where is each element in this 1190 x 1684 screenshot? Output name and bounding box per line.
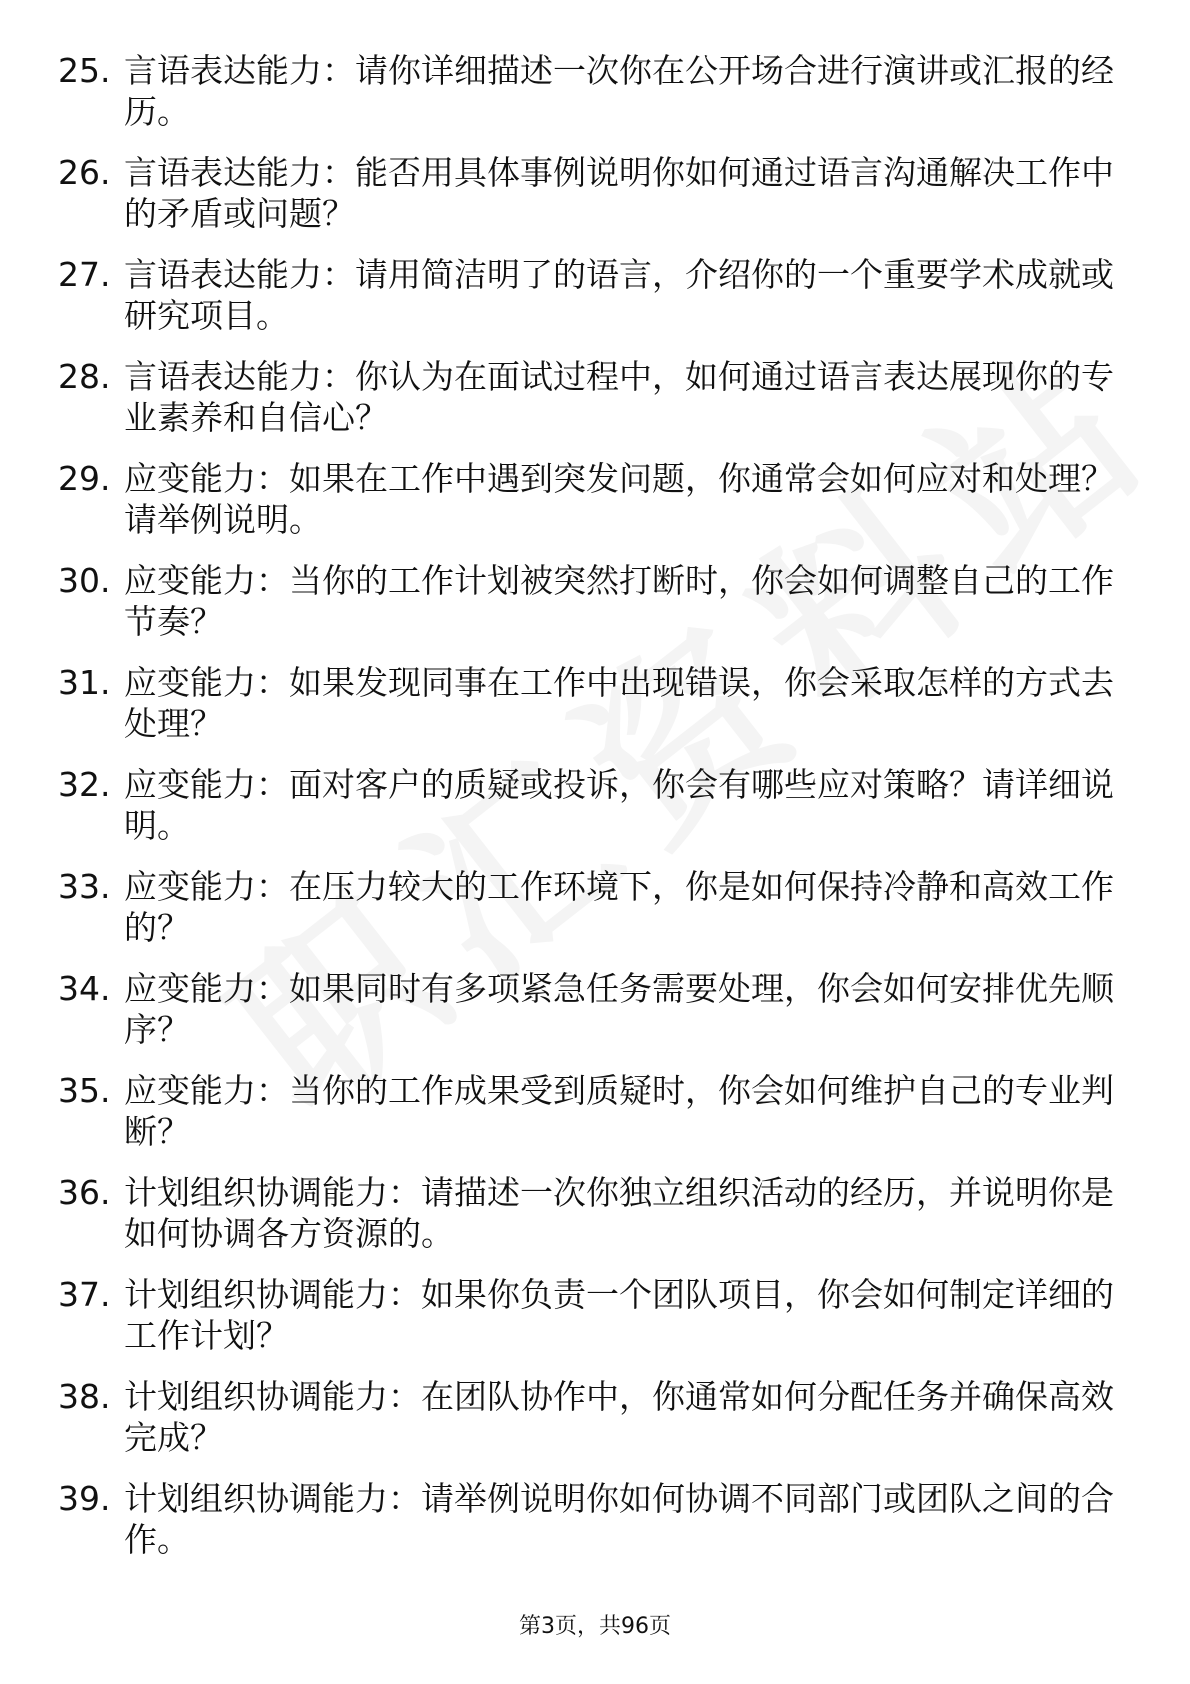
list-item bbox=[58, 866, 1128, 948]
question-text: 应变能力：如果同时有多项紧急任务需要处理，你会如何安排优先顺序？ bbox=[124, 969, 1114, 1049]
question-text: 言语表达能力：请用简洁明了的语言，介绍你的一个重要学术成就或研究项目。 bbox=[124, 255, 1114, 335]
list-item bbox=[58, 152, 1128, 234]
question-number: 32. bbox=[58, 765, 111, 804]
list-item bbox=[58, 1478, 1128, 1560]
page-footer bbox=[0, 1612, 1190, 1642]
question-text: 计划组织协调能力：如果你负责一个团队项目，你会如何制定详细的工作计划？ bbox=[124, 1275, 1114, 1355]
list-item bbox=[58, 1070, 1128, 1152]
list-item bbox=[58, 1172, 1128, 1254]
question-text: 应变能力：如果在工作中遇到突发问题，你通常会如何应对和处理？请举例说明。 bbox=[124, 459, 1114, 539]
question-text: 言语表达能力：请你详细描述一次你在公开场合进行演讲或汇报的经历。 bbox=[124, 51, 1114, 131]
question-number: 25. bbox=[58, 51, 111, 90]
question-number: 28. bbox=[58, 357, 111, 396]
question-number: 31. bbox=[58, 663, 111, 702]
list-item bbox=[58, 1376, 1128, 1458]
question-number: 36. bbox=[58, 1173, 111, 1212]
list-item bbox=[58, 968, 1128, 1050]
question-text: 言语表达能力：能否用具体事例说明你如何通过语言沟通解决工作中的矛盾或问题？ bbox=[124, 153, 1114, 233]
question-number: 27. bbox=[58, 255, 111, 294]
list-item bbox=[58, 560, 1128, 642]
question-number: 39. bbox=[58, 1479, 111, 1518]
question-text: 应变能力：如果发现同事在工作中出现错误，你会采取怎样的方式去处理？ bbox=[124, 663, 1114, 743]
question-text: 计划组织协调能力：请举例说明你如何协调不同部门或团队之间的合作。 bbox=[124, 1479, 1114, 1559]
question-text: 言语表达能力：你认为在面试过程中，如何通过语言表达展现你的专业素养和自信心？ bbox=[124, 357, 1114, 437]
list-item bbox=[58, 1274, 1128, 1356]
question-number: 38. bbox=[58, 1377, 111, 1416]
question-number: 33. bbox=[58, 867, 111, 906]
question-text: 计划组织协调能力：请描述一次你独立组织活动的经历，并说明你是如何协调各方资源的。 bbox=[124, 1173, 1114, 1253]
list-item bbox=[58, 356, 1128, 438]
question-number: 34. bbox=[58, 969, 111, 1008]
question-number: 35. bbox=[58, 1071, 111, 1110]
question-number: 30. bbox=[58, 561, 111, 600]
list-item bbox=[58, 458, 1128, 540]
page-number-label: 第3页，共96页 bbox=[519, 1614, 671, 1639]
question-number: 37. bbox=[58, 1275, 111, 1314]
list-item bbox=[58, 50, 1128, 132]
question-text: 应变能力：当你的工作成果受到质疑时，你会如何维护自己的专业判断？ bbox=[124, 1071, 1114, 1151]
list-item bbox=[58, 662, 1128, 744]
question-number: 26. bbox=[58, 153, 111, 192]
question-text: 应变能力：面对客户的质疑或投诉，你会有哪些应对策略？请详细说明。 bbox=[124, 765, 1114, 845]
question-list bbox=[58, 50, 1128, 1580]
list-item bbox=[58, 764, 1128, 846]
list-item bbox=[58, 254, 1128, 336]
question-number: 29. bbox=[58, 459, 111, 498]
question-text: 计划组织协调能力：在团队协作中，你通常如何分配任务并确保高效完成？ bbox=[124, 1377, 1114, 1457]
question-text: 应变能力：在压力较大的工作环境下，你是如何保持冷静和高效工作的？ bbox=[124, 867, 1114, 947]
question-text: 应变能力：当你的工作计划被突然打断时，你会如何调整自己的工作节奏？ bbox=[124, 561, 1114, 641]
